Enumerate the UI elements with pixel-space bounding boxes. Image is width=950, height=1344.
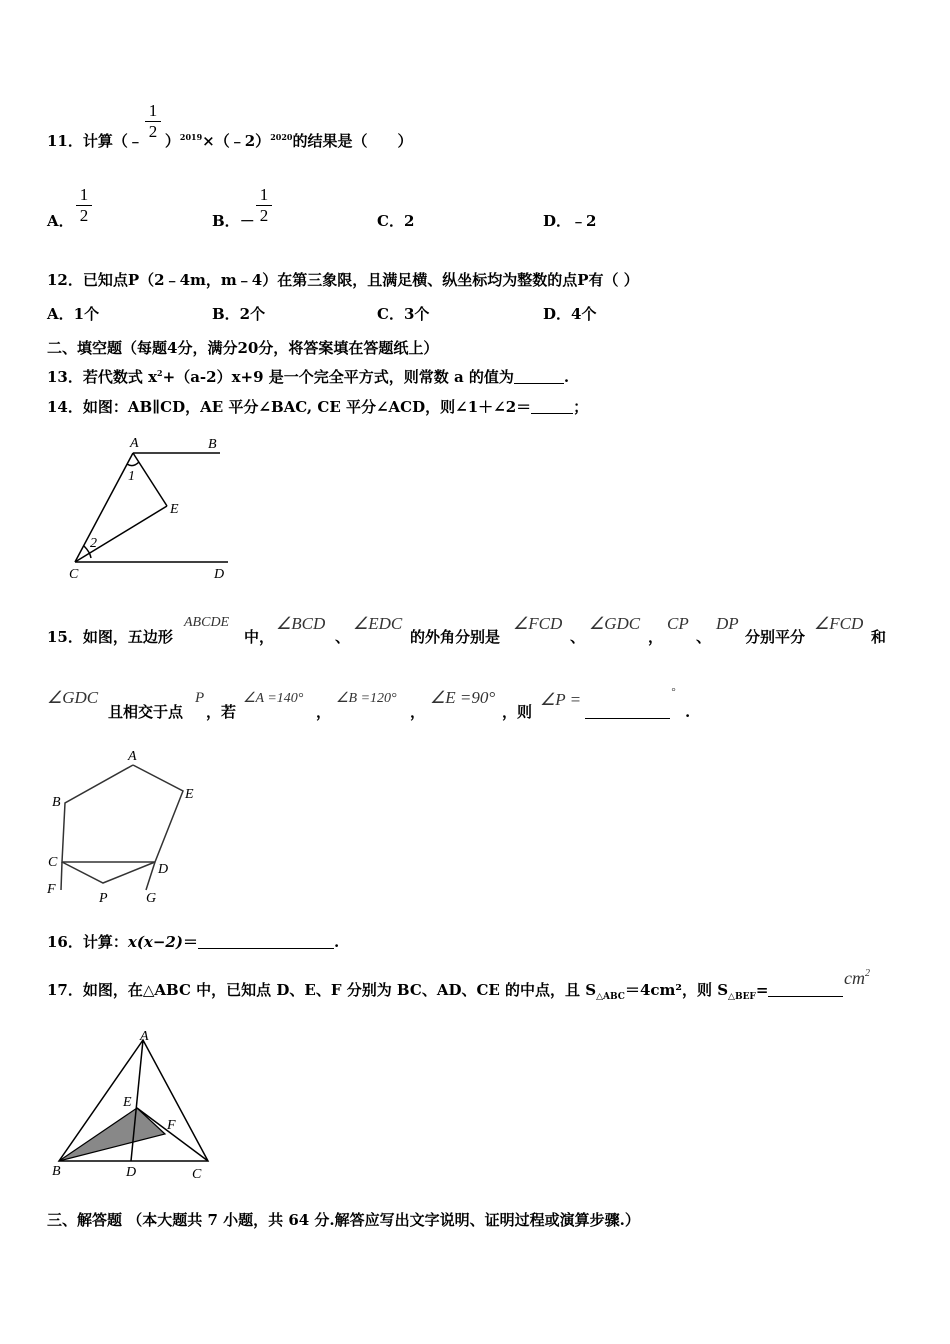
q15-stem-start: 15．如图，五边形 <box>47 628 173 646</box>
q11-option-b-fraction: $\frac{1}{2}$ <box>256 185 272 226</box>
label-d: D <box>214 567 225 582</box>
q11-option-b: B．－ <box>212 212 255 230</box>
q12-stem: 12．已知点P（2﹣4m，m﹣4）在第三象限，且满足横、纵坐标均为整数的点P有（ ） <box>47 271 639 289</box>
q15-angle-e: ∠E =90° <box>430 688 496 707</box>
line-ad <box>131 1040 143 1161</box>
q11-option-a: A． <box>47 212 74 230</box>
section-2-heading: 二、填空题（每题4分，满分20分，将答案填在答题纸上） <box>47 339 439 357</box>
q12-option-a: A．1个 <box>47 305 100 323</box>
q16-stem: 16．计算：x(x−2)＝ . <box>47 933 340 951</box>
q15-angle-b: ∠B =120° <box>336 691 397 706</box>
line-cf <box>61 862 62 890</box>
q11-stem: 11．计算（﹣ ）$^{2019}$×（﹣2）$^{2020}$的结果是（ ） <box>47 132 413 150</box>
q15-pentagon-name: ABCDE <box>184 615 230 630</box>
q11-option-a-fraction: $\frac{1}{2}$ <box>76 185 92 226</box>
label-f: F <box>47 882 56 897</box>
q15-angle-p: ∠P = <box>540 690 582 709</box>
q11-fraction: $\frac{1}{2}$ <box>145 101 161 142</box>
q17-stem: 17．如图，在△ABC 中，已知点 D、E、F 分别为 BC、AD、CE 的中点，且 $S_{\triangle ABC}=4cm^2$，则 $S_{\triangle BEF}=$ <box>47 980 843 1007</box>
q15-angle-fcd-2: ∠FCD <box>814 614 864 633</box>
q15-end: . <box>685 703 691 721</box>
q13-stem: 13．若代数式 $x^2+(a-2)x+9$ 是一个完全平方式，则常数 a 的值为 . <box>47 368 570 386</box>
q15-text-fenbie: 分别平分 <box>745 628 806 646</box>
q12-option-c: C．3个 <box>377 305 430 323</box>
lines-cp-dp <box>62 862 155 883</box>
angle-1-arc <box>127 462 139 466</box>
q17-unit: $cm^2$ <box>844 968 870 988</box>
q15-text-he: 和 <box>871 628 887 646</box>
q15-sep-4: 、 <box>696 628 712 646</box>
label-c: C <box>69 567 79 582</box>
label-b: B <box>208 437 217 452</box>
q12-option-d: D．4个 <box>543 305 597 323</box>
label-a: A <box>130 436 139 451</box>
q15-text-ruo: ，若 <box>206 703 237 721</box>
q15-bisector-dp: DP <box>716 614 739 633</box>
section-3-heading: 三、解答题 （本大题共 7 小题，共 64 分.解答应写出文字说明、证明过程或演算步骤.） <box>47 1211 640 1229</box>
q13-answer-blank[interactable] <box>514 367 564 384</box>
q15-angle-a: ∠A =140° <box>243 691 304 706</box>
label-a: A <box>128 749 137 764</box>
line-ae <box>133 453 167 506</box>
pentagon <box>62 765 183 862</box>
label-e: E <box>185 787 194 802</box>
label-e: E <box>123 1095 132 1110</box>
shaded-triangle-bef <box>59 1108 165 1161</box>
q15-point-p: P <box>195 690 205 706</box>
q15-text-ze: ，则 <box>502 703 533 721</box>
q17-answer-blank[interactable] <box>768 980 843 997</box>
q15-degree: ° <box>671 686 676 698</box>
label-angle-2: 2 <box>90 536 97 551</box>
q17-figure <box>40 1028 230 1183</box>
line-dg <box>146 862 155 890</box>
label-b: B <box>52 1164 61 1179</box>
q12-option-b: B．2个 <box>212 305 266 323</box>
q15-sep-2: 、 <box>570 628 586 646</box>
q11-option-d: D．﹣2 <box>543 212 597 230</box>
q15-sep-6: ， <box>410 703 426 721</box>
label-b: B <box>52 795 61 810</box>
q15-angle-fcd: ∠FCD <box>513 614 563 633</box>
q15-sep-1: 、 <box>335 628 351 646</box>
q15-angle-gdc: ∠GDC <box>589 614 641 633</box>
q15-sep-3: ， <box>648 628 664 646</box>
q15-angle-gdc-2: ∠GDC <box>47 688 99 707</box>
q15-angle-edc: ∠EDC <box>353 614 403 633</box>
label-e: E <box>170 502 179 517</box>
label-d: D <box>158 862 169 877</box>
label-g: G <box>146 891 157 906</box>
q15-text-zhong: 中， <box>244 628 275 646</box>
label-a: A <box>140 1029 149 1044</box>
q15-text-xiangjiao: 且相交于点 <box>108 703 184 721</box>
label-c: C <box>192 1167 202 1182</box>
q16-answer-blank[interactable] <box>198 932 334 949</box>
label-p: P <box>99 891 108 906</box>
label-angle-1: 1 <box>128 469 135 484</box>
label-d: D <box>126 1165 137 1180</box>
label-c: C <box>48 855 58 870</box>
q15-sep-5: ， <box>316 703 332 721</box>
q14-figure <box>60 428 240 584</box>
q15-answer-blank[interactable] <box>585 702 670 719</box>
label-f: F <box>167 1118 176 1133</box>
q15-bisector-cp: CP <box>667 614 689 633</box>
q14-stem: 14．如图：AB∥CD，AE 平分∠BAC, CE 平分∠ACD，则∠1＋∠2＝ ； <box>47 398 589 416</box>
q15-figure <box>40 745 210 910</box>
q14-answer-blank[interactable] <box>531 397 573 414</box>
q11-option-c: C．2 <box>377 212 415 230</box>
q15-angle-bcd: ∠BCD <box>276 614 326 633</box>
line-ac <box>75 453 133 562</box>
q15-text-waijiao: 的外角分别是 <box>410 628 501 646</box>
